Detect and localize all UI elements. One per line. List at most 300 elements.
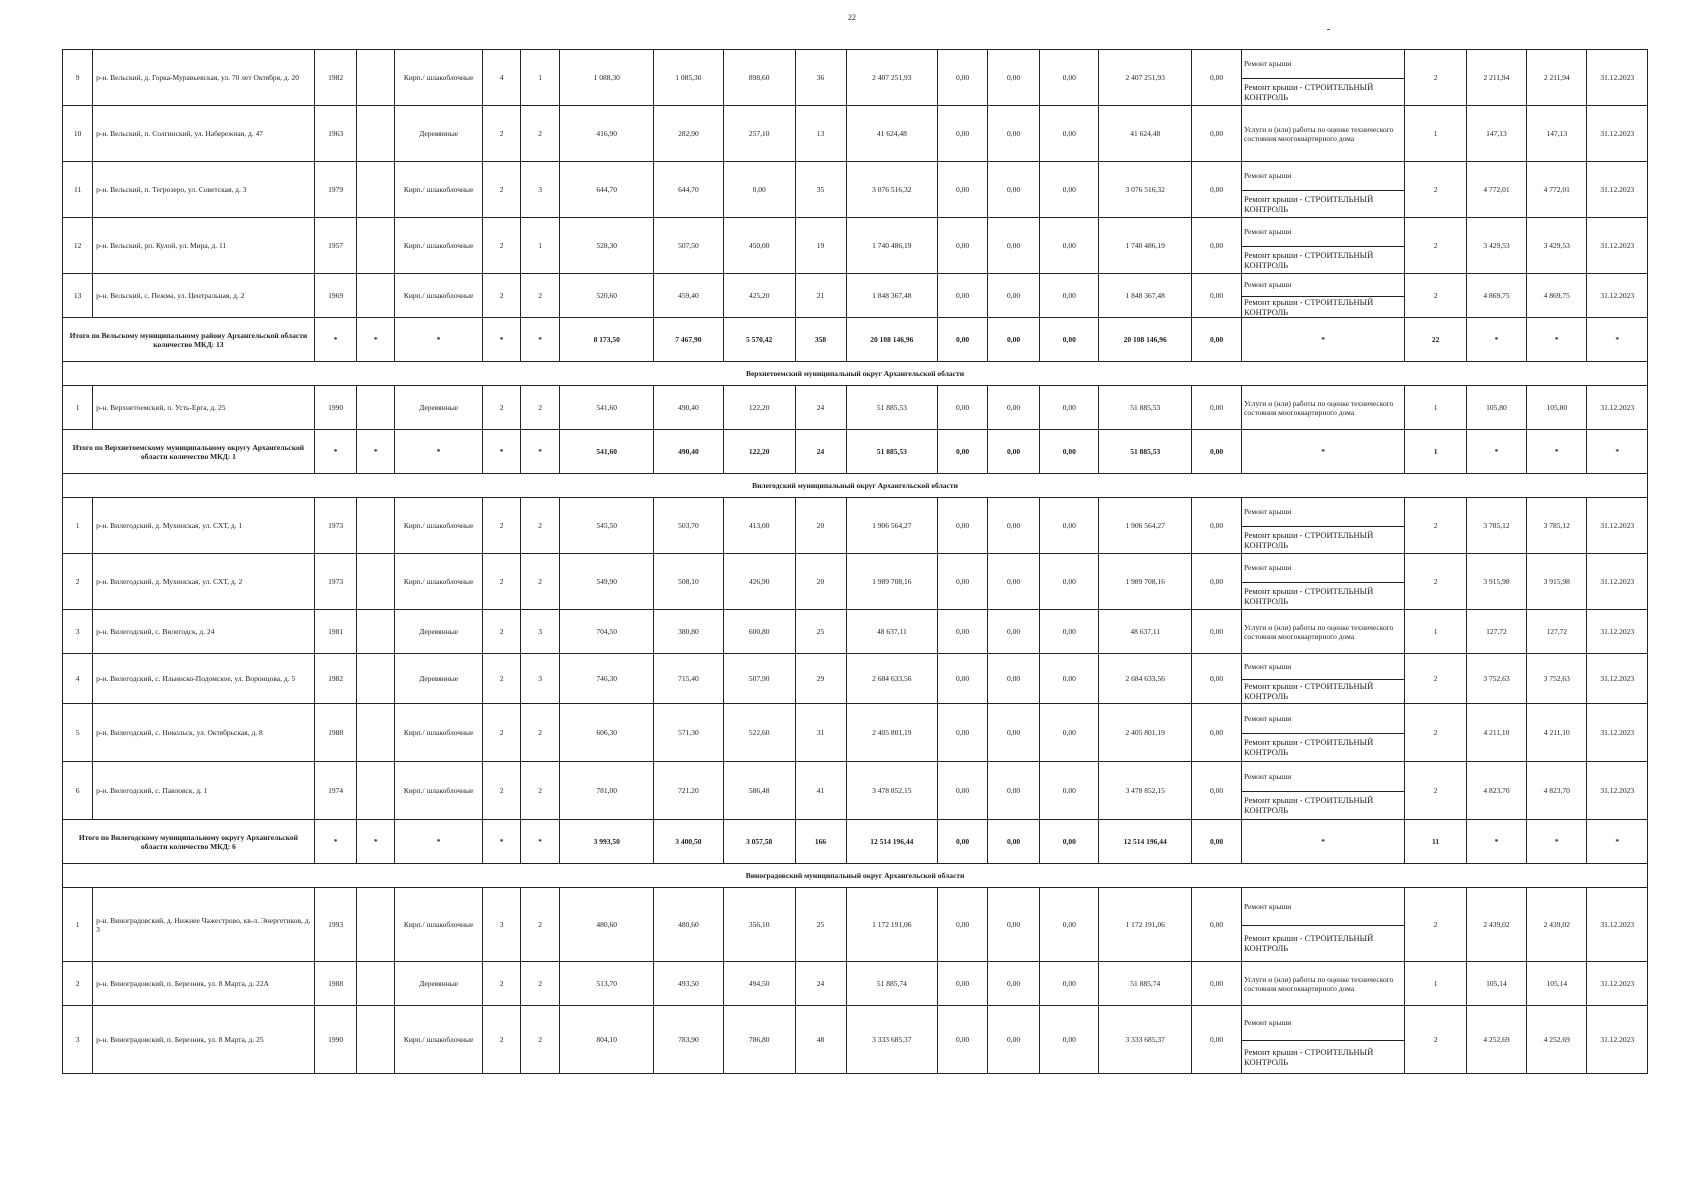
entrances: 3 [520, 654, 560, 704]
value-cost: 3 333 685,37 [846, 1006, 938, 1074]
unit-cost: 4 211,10 [1466, 704, 1526, 762]
unit-cost: 3 915,98 [1466, 554, 1526, 610]
value-a2: 493,50 [654, 962, 724, 1006]
placeholder-cell: * [483, 820, 520, 864]
value-a2: 507,50 [654, 218, 724, 274]
placeholder-cell: * [520, 430, 560, 474]
section-row [63, 864, 1648, 888]
completion-date: 31.12.2023 [1587, 554, 1648, 610]
value-f1: 0,00 [938, 554, 988, 610]
value-res: 13 [795, 106, 846, 162]
work-types: Услуги и (или) работы по оценке технического состояния многоквартирного дома [1241, 962, 1404, 1006]
wall-material: Кирп./ шлакоблочные [394, 704, 482, 762]
total-a3: 3 057,58 [723, 820, 795, 864]
work-type: Ремонт крыши [1243, 713, 1292, 723]
value-cost: 51 885,74 [846, 962, 938, 1006]
value-a1: 549,90 [560, 554, 654, 610]
work-count: 2 [1405, 762, 1466, 820]
work-types [1241, 654, 1404, 704]
total-row [63, 318, 1648, 362]
row-number: 3 [63, 610, 93, 654]
year-built: 1990 [314, 386, 357, 430]
placeholder-cell: * [394, 318, 482, 362]
value-cost: 48 637,11 [846, 610, 938, 654]
wall-material: Кирп./ шлакоблочные [394, 1006, 482, 1074]
total-cost: 20 108 146,96 [846, 318, 938, 362]
value-f2: 0,00 [988, 498, 1040, 554]
completion-date: 31.12.2023 [1587, 610, 1648, 654]
work-count: 2 [1405, 498, 1466, 554]
work-count: 2 [1405, 654, 1466, 704]
unit-cost: 105,14 [1466, 962, 1526, 1006]
placeholder-cell: * [1587, 318, 1648, 362]
row-number: 13 [63, 274, 93, 318]
placeholder-cell: * [357, 318, 394, 362]
value-f1: 0,00 [938, 498, 988, 554]
placeholder-cell: * [520, 318, 560, 362]
year-built: 1973 [314, 498, 357, 554]
value-res: 20 [795, 554, 846, 610]
value-cost: 1 989 708,16 [846, 554, 938, 610]
unit-cost: 3 429,53 [1466, 218, 1526, 274]
value-f2: 0,00 [988, 762, 1040, 820]
total-z: 0,00 [1192, 318, 1242, 362]
completion-date: 31.12.2023 [1587, 654, 1648, 704]
floors: 2 [483, 704, 520, 762]
value-f3: 0,00 [1040, 962, 1099, 1006]
work-type: Ремонт крыши - СТРОИТЕЛЬНЫЙ КОНТРОЛЬ [1242, 526, 1404, 554]
value-f3: 0,00 [1040, 554, 1099, 610]
total-count: 1 [1405, 430, 1466, 474]
value-z: 0,00 [1192, 888, 1242, 962]
floors: 4 [483, 50, 520, 106]
address: р-н. Вельский, с. Пежма, ул. Центральная, д. 2 [93, 274, 315, 318]
value-f2: 0,00 [988, 704, 1040, 762]
wall-material: Деревянные [394, 962, 482, 1006]
value-a3: 425,20 [723, 274, 795, 318]
wall-material: Деревянные [394, 654, 482, 704]
value-f3: 0,00 [1040, 704, 1099, 762]
wall-material: Кирп./ шлакоблочные [394, 218, 482, 274]
row-number: 9 [63, 50, 93, 106]
work-types [1241, 218, 1404, 274]
entrances: 2 [520, 704, 560, 762]
value-f3: 0,00 [1040, 610, 1099, 654]
total-f3: 0,00 [1040, 820, 1099, 864]
unit-cost-max: 3 915,98 [1527, 554, 1587, 610]
work-types [1241, 274, 1404, 318]
table-row [63, 962, 1648, 1006]
value-cost: 1 848 367,48 [846, 274, 938, 318]
value-f1: 0,00 [938, 610, 988, 654]
address: р-н. Вилегодский, д. Мухинская, ул. СХТ, д. 1 [93, 498, 315, 554]
work-count: 1 [1405, 610, 1466, 654]
year-built: 1969 [314, 274, 357, 318]
value-cost: 41 624,48 [846, 106, 938, 162]
work-type: Ремонт крыши - СТРОИТЕЛЬНЫЙ КОНТРОЛЬ [1242, 190, 1404, 218]
value-a1: 644,70 [560, 162, 654, 218]
wall-material: Деревянные [394, 610, 482, 654]
value-a2: 783,90 [654, 1006, 724, 1074]
address: р-н. Вельский, п. Тегрозеро, ул. Советская, д. 3 [93, 162, 315, 218]
value-res: 25 [795, 888, 846, 962]
value-a1: 545,50 [560, 498, 654, 554]
total-count: 22 [1405, 318, 1466, 362]
value-f1: 0,00 [938, 704, 988, 762]
empty-cell [357, 498, 394, 554]
value-own: 1 848 367,48 [1099, 274, 1192, 318]
unit-cost-max: 4 772,01 [1527, 162, 1587, 218]
value-cost: 51 885,53 [846, 386, 938, 430]
completion-date: 31.12.2023 [1587, 386, 1648, 430]
total-cost: 12 514 196,44 [846, 820, 938, 864]
table-row [63, 1006, 1648, 1074]
value-f3: 0,00 [1040, 888, 1099, 962]
work-types [1241, 704, 1404, 762]
value-res: 24 [795, 386, 846, 430]
unit-cost-max: 4 869,75 [1527, 274, 1587, 318]
table-row [63, 704, 1648, 762]
empty-cell [357, 218, 394, 274]
unit-cost-max: 2 211,94 [1527, 50, 1587, 106]
value-a3: 522,60 [723, 704, 795, 762]
value-cost: 2 407 251,93 [846, 50, 938, 106]
total-label: Итого по Вельскому муниципальному району Архангельской области количество МКД: 13 [63, 318, 315, 362]
value-f1: 0,00 [938, 274, 988, 318]
work-types [1241, 762, 1404, 820]
value-a1: 746,30 [560, 654, 654, 704]
placeholder-cell: * [394, 430, 482, 474]
address: р-н. Вилегодский, с. Ильинско-Подомское, ул. Воронцова, д. 5 [93, 654, 315, 704]
floors: 2 [483, 962, 520, 1006]
work-types [1241, 554, 1404, 610]
total-a1: 3 993,50 [560, 820, 654, 864]
year-built: 1990 [314, 1006, 357, 1074]
total-f1: 0,00 [938, 820, 988, 864]
unit-cost: 2 211,94 [1466, 50, 1526, 106]
placeholder-cell: * [1466, 430, 1526, 474]
total-f2: 0,00 [988, 430, 1040, 474]
total-f3: 0,00 [1040, 318, 1099, 362]
total-row [63, 820, 1648, 864]
value-f3: 0,00 [1040, 762, 1099, 820]
unit-cost: 2 439,02 [1466, 888, 1526, 962]
section-title: Вилегодский муниципальный округ Архангельской области [63, 474, 1648, 498]
placeholder-cell: * [1527, 820, 1587, 864]
unit-cost-max: 105,14 [1527, 962, 1587, 1006]
value-z: 0,00 [1192, 50, 1242, 106]
unit-cost: 4 772,01 [1466, 162, 1526, 218]
total-row [63, 430, 1648, 474]
work-type: Ремонт крыши [1243, 507, 1292, 517]
value-z: 0,00 [1192, 386, 1242, 430]
value-f2: 0,00 [988, 610, 1040, 654]
value-a3: 494,50 [723, 962, 795, 1006]
wall-material: Кирп./ шлакоблочные [394, 498, 482, 554]
value-a3: 898,60 [723, 50, 795, 106]
value-a2: 459,40 [654, 274, 724, 318]
completion-date: 31.12.2023 [1587, 1006, 1648, 1074]
wall-material: Кирп./ шлакоблочные [394, 554, 482, 610]
work-type: Ремонт крыши - СТРОИТЕЛЬНЫЙ КОНТРОЛЬ [1242, 582, 1404, 610]
value-a2: 380,80 [654, 610, 724, 654]
unit-cost: 3 752,63 [1466, 654, 1526, 704]
section-row [63, 474, 1648, 498]
value-f2: 0,00 [988, 1006, 1040, 1074]
value-f1: 0,00 [938, 888, 988, 962]
value-a3: 413,00 [723, 498, 795, 554]
value-f1: 0,00 [938, 654, 988, 704]
row-number: 2 [63, 554, 93, 610]
entrances: 2 [520, 386, 560, 430]
floors: 2 [483, 762, 520, 820]
total-res: 166 [795, 820, 846, 864]
table-row [63, 162, 1648, 218]
unit-cost: 4 252,69 [1466, 1006, 1526, 1074]
value-cost: 2 684 633,56 [846, 654, 938, 704]
value-a2: 282,90 [654, 106, 724, 162]
wall-material: Деревянные [394, 106, 482, 162]
unit-cost-max: 4 823,70 [1527, 762, 1587, 820]
total-own: 12 514 196,44 [1099, 820, 1192, 864]
value-a3: 450,00 [723, 218, 795, 274]
value-f3: 0,00 [1040, 274, 1099, 318]
empty-cell [357, 762, 394, 820]
work-type: Ремонт крыши - СТРОИТЕЛЬНЫЙ КОНТРОЛЬ [1242, 925, 1404, 962]
value-a1: 781,00 [560, 762, 654, 820]
value-a3: 0,00 [723, 162, 795, 218]
value-a2: 508,10 [654, 554, 724, 610]
value-a3: 507,90 [723, 654, 795, 704]
empty-cell [357, 654, 394, 704]
value-own: 1 740 486,19 [1099, 218, 1192, 274]
value-z: 0,00 [1192, 1006, 1242, 1074]
floors: 2 [483, 386, 520, 430]
value-own: 48 637,11 [1099, 610, 1192, 654]
wall-material: Кирп./ шлакоблочные [394, 274, 482, 318]
value-a2: 1 085,30 [654, 50, 724, 106]
value-f1: 0,00 [938, 218, 988, 274]
value-a3: 122,20 [723, 386, 795, 430]
table-row [63, 610, 1648, 654]
value-a2: 644,70 [654, 162, 724, 218]
table-row [63, 274, 1648, 318]
value-res: 31 [795, 704, 846, 762]
value-own: 1 989 708,16 [1099, 554, 1192, 610]
floors: 2 [483, 554, 520, 610]
value-a1: 480,60 [560, 888, 654, 962]
value-a2: 721,20 [654, 762, 724, 820]
empty-cell [357, 704, 394, 762]
work-type: Ремонт крыши [1243, 661, 1292, 671]
work-type: Ремонт крыши - СТРОИТЕЛЬНЫЙ КОНТРОЛЬ [1242, 296, 1404, 318]
value-f3: 0,00 [1040, 162, 1099, 218]
work-count: 1 [1405, 106, 1466, 162]
total-a1: 541,60 [560, 430, 654, 474]
work-count: 2 [1405, 274, 1466, 318]
unit-cost-max: 2 439,02 [1527, 888, 1587, 962]
value-own: 2 684 633,56 [1099, 654, 1192, 704]
unit-cost: 4 823,70 [1466, 762, 1526, 820]
work-count: 2 [1405, 554, 1466, 610]
value-z: 0,00 [1192, 498, 1242, 554]
year-built: 1963 [314, 106, 357, 162]
unit-cost: 3 785,12 [1466, 498, 1526, 554]
value-a3: 600,80 [723, 610, 795, 654]
work-type: Ремонт крыши [1243, 59, 1292, 69]
total-f2: 0,00 [988, 820, 1040, 864]
value-cost: 3 478 852,15 [846, 762, 938, 820]
year-built: 1982 [314, 50, 357, 106]
placeholder-cell: * [483, 318, 520, 362]
row-number: 2 [63, 962, 93, 1006]
value-a2: 715,40 [654, 654, 724, 704]
value-a2: 480,60 [654, 888, 724, 962]
table-row [63, 762, 1648, 820]
work-type: Ремонт крыши [1243, 227, 1292, 237]
floors: 2 [483, 162, 520, 218]
placeholder-cell: * [314, 318, 357, 362]
entrances: 2 [520, 498, 560, 554]
value-f2: 0,00 [988, 106, 1040, 162]
entrances: 2 [520, 1006, 560, 1074]
entrances: 3 [520, 162, 560, 218]
value-res: 21 [795, 274, 846, 318]
total-a2: 3 400,50 [654, 820, 724, 864]
work-count: 2 [1405, 1006, 1466, 1074]
work-types: Услуги и (или) работы по оценке технического состояния многоквартирного дома [1241, 106, 1404, 162]
scan-mark [1327, 29, 1330, 30]
empty-cell [357, 962, 394, 1006]
completion-date: 31.12.2023 [1587, 218, 1648, 274]
address: р-н. Виноградовский, п. Березник, ул. 8 Марта, д. 22А [93, 962, 315, 1006]
row-number: 11 [63, 162, 93, 218]
row-number: 3 [63, 1006, 93, 1074]
value-f3: 0,00 [1040, 1006, 1099, 1074]
placeholder-cell: * [1241, 430, 1404, 474]
value-f3: 0,00 [1040, 386, 1099, 430]
completion-date: 31.12.2023 [1587, 162, 1648, 218]
value-a2: 503,70 [654, 498, 724, 554]
work-type: Ремонт крыши [1243, 1018, 1292, 1028]
total-z: 0,00 [1192, 820, 1242, 864]
total-f2: 0,00 [988, 318, 1040, 362]
total-a3: 5 570,42 [723, 318, 795, 362]
completion-date: 31.12.2023 [1587, 498, 1648, 554]
address: р-н. Виноградовский, п. Березник, ул. 8 Марта, д. 25 [93, 1006, 315, 1074]
empty-cell [357, 50, 394, 106]
value-f1: 0,00 [938, 962, 988, 1006]
floors: 2 [483, 274, 520, 318]
placeholder-cell: * [314, 430, 357, 474]
total-res: 24 [795, 430, 846, 474]
placeholder-cell: * [1241, 318, 1404, 362]
value-a3: 257,10 [723, 106, 795, 162]
value-cost: 1 172 191,06 [846, 888, 938, 962]
value-z: 0,00 [1192, 554, 1242, 610]
value-f2: 0,00 [988, 162, 1040, 218]
total-a2: 490,40 [654, 430, 724, 474]
completion-date: 31.12.2023 [1587, 762, 1648, 820]
work-type: Ремонт крыши - СТРОИТЕЛЬНЫЙ КОНТРОЛЬ [1242, 1040, 1404, 1074]
total-label: Итого по Верхнетоемскому муниципальному округу Архангельской области количество МКД: 1 [63, 430, 315, 474]
value-a2: 490,40 [654, 386, 724, 430]
value-own: 51 885,74 [1099, 962, 1192, 1006]
value-f1: 0,00 [938, 106, 988, 162]
value-f2: 0,00 [988, 218, 1040, 274]
value-z: 0,00 [1192, 704, 1242, 762]
unit-cost: 4 869,75 [1466, 274, 1526, 318]
work-type: Ремонт крыши - СТРОИТЕЛЬНЫЙ КОНТРОЛЬ [1242, 733, 1404, 762]
value-a2: 571,30 [654, 704, 724, 762]
value-res: 19 [795, 218, 846, 274]
value-f3: 0,00 [1040, 218, 1099, 274]
work-count: 2 [1405, 218, 1466, 274]
work-count: 2 [1405, 50, 1466, 106]
placeholder-cell: * [1241, 820, 1404, 864]
completion-date: 31.12.2023 [1587, 50, 1648, 106]
value-cost: 3 076 516,32 [846, 162, 938, 218]
row-number: 1 [63, 888, 93, 962]
floors: 2 [483, 106, 520, 162]
table-row [63, 386, 1648, 430]
table-row [63, 654, 1648, 704]
value-f2: 0,00 [988, 50, 1040, 106]
entrances: 2 [520, 762, 560, 820]
floors: 2 [483, 654, 520, 704]
value-cost: 1 906 564,27 [846, 498, 938, 554]
placeholder-cell: * [1466, 318, 1526, 362]
unit-cost-max: 4 252,69 [1527, 1006, 1587, 1074]
total-own: 20 108 146,96 [1099, 318, 1192, 362]
entrances: 2 [520, 274, 560, 318]
empty-cell [357, 1006, 394, 1074]
row-number: 1 [63, 386, 93, 430]
total-cost: 51 885,53 [846, 430, 938, 474]
value-a1: 416,90 [560, 106, 654, 162]
year-built: 1974 [314, 762, 357, 820]
floors: 3 [483, 888, 520, 962]
unit-cost-max: 3 752,63 [1527, 654, 1587, 704]
year-built: 1981 [314, 610, 357, 654]
value-a1: 1 088,30 [560, 50, 654, 106]
placeholder-cell: * [1527, 430, 1587, 474]
housing-repair-table [62, 49, 1648, 1074]
section-title: Верхнетоемский муниципальный округ Архангельской области [63, 362, 1648, 386]
value-own: 1 906 564,27 [1099, 498, 1192, 554]
value-res: 20 [795, 498, 846, 554]
unit-cost: 105,80 [1466, 386, 1526, 430]
value-f1: 0,00 [938, 162, 988, 218]
entrances: 2 [520, 888, 560, 962]
empty-cell [357, 274, 394, 318]
value-f2: 0,00 [988, 888, 1040, 962]
value-a1: 541,60 [560, 386, 654, 430]
unit-cost-max: 4 211,10 [1527, 704, 1587, 762]
address: р-н. Виноградовский, д. Нижнее Чажестрово, кв-л. Энергетиков, д. 3 [93, 888, 315, 962]
value-z: 0,00 [1192, 106, 1242, 162]
floors: 2 [483, 218, 520, 274]
completion-date: 31.12.2023 [1587, 888, 1648, 962]
unit-cost: 147,13 [1466, 106, 1526, 162]
value-own: 1 172 191,06 [1099, 888, 1192, 962]
value-f1: 0,00 [938, 50, 988, 106]
value-a1: 804,10 [560, 1006, 654, 1074]
year-built: 1973 [314, 554, 357, 610]
entrances: 2 [520, 962, 560, 1006]
completion-date: 31.12.2023 [1587, 962, 1648, 1006]
unit-cost-max: 3 429,53 [1527, 218, 1587, 274]
